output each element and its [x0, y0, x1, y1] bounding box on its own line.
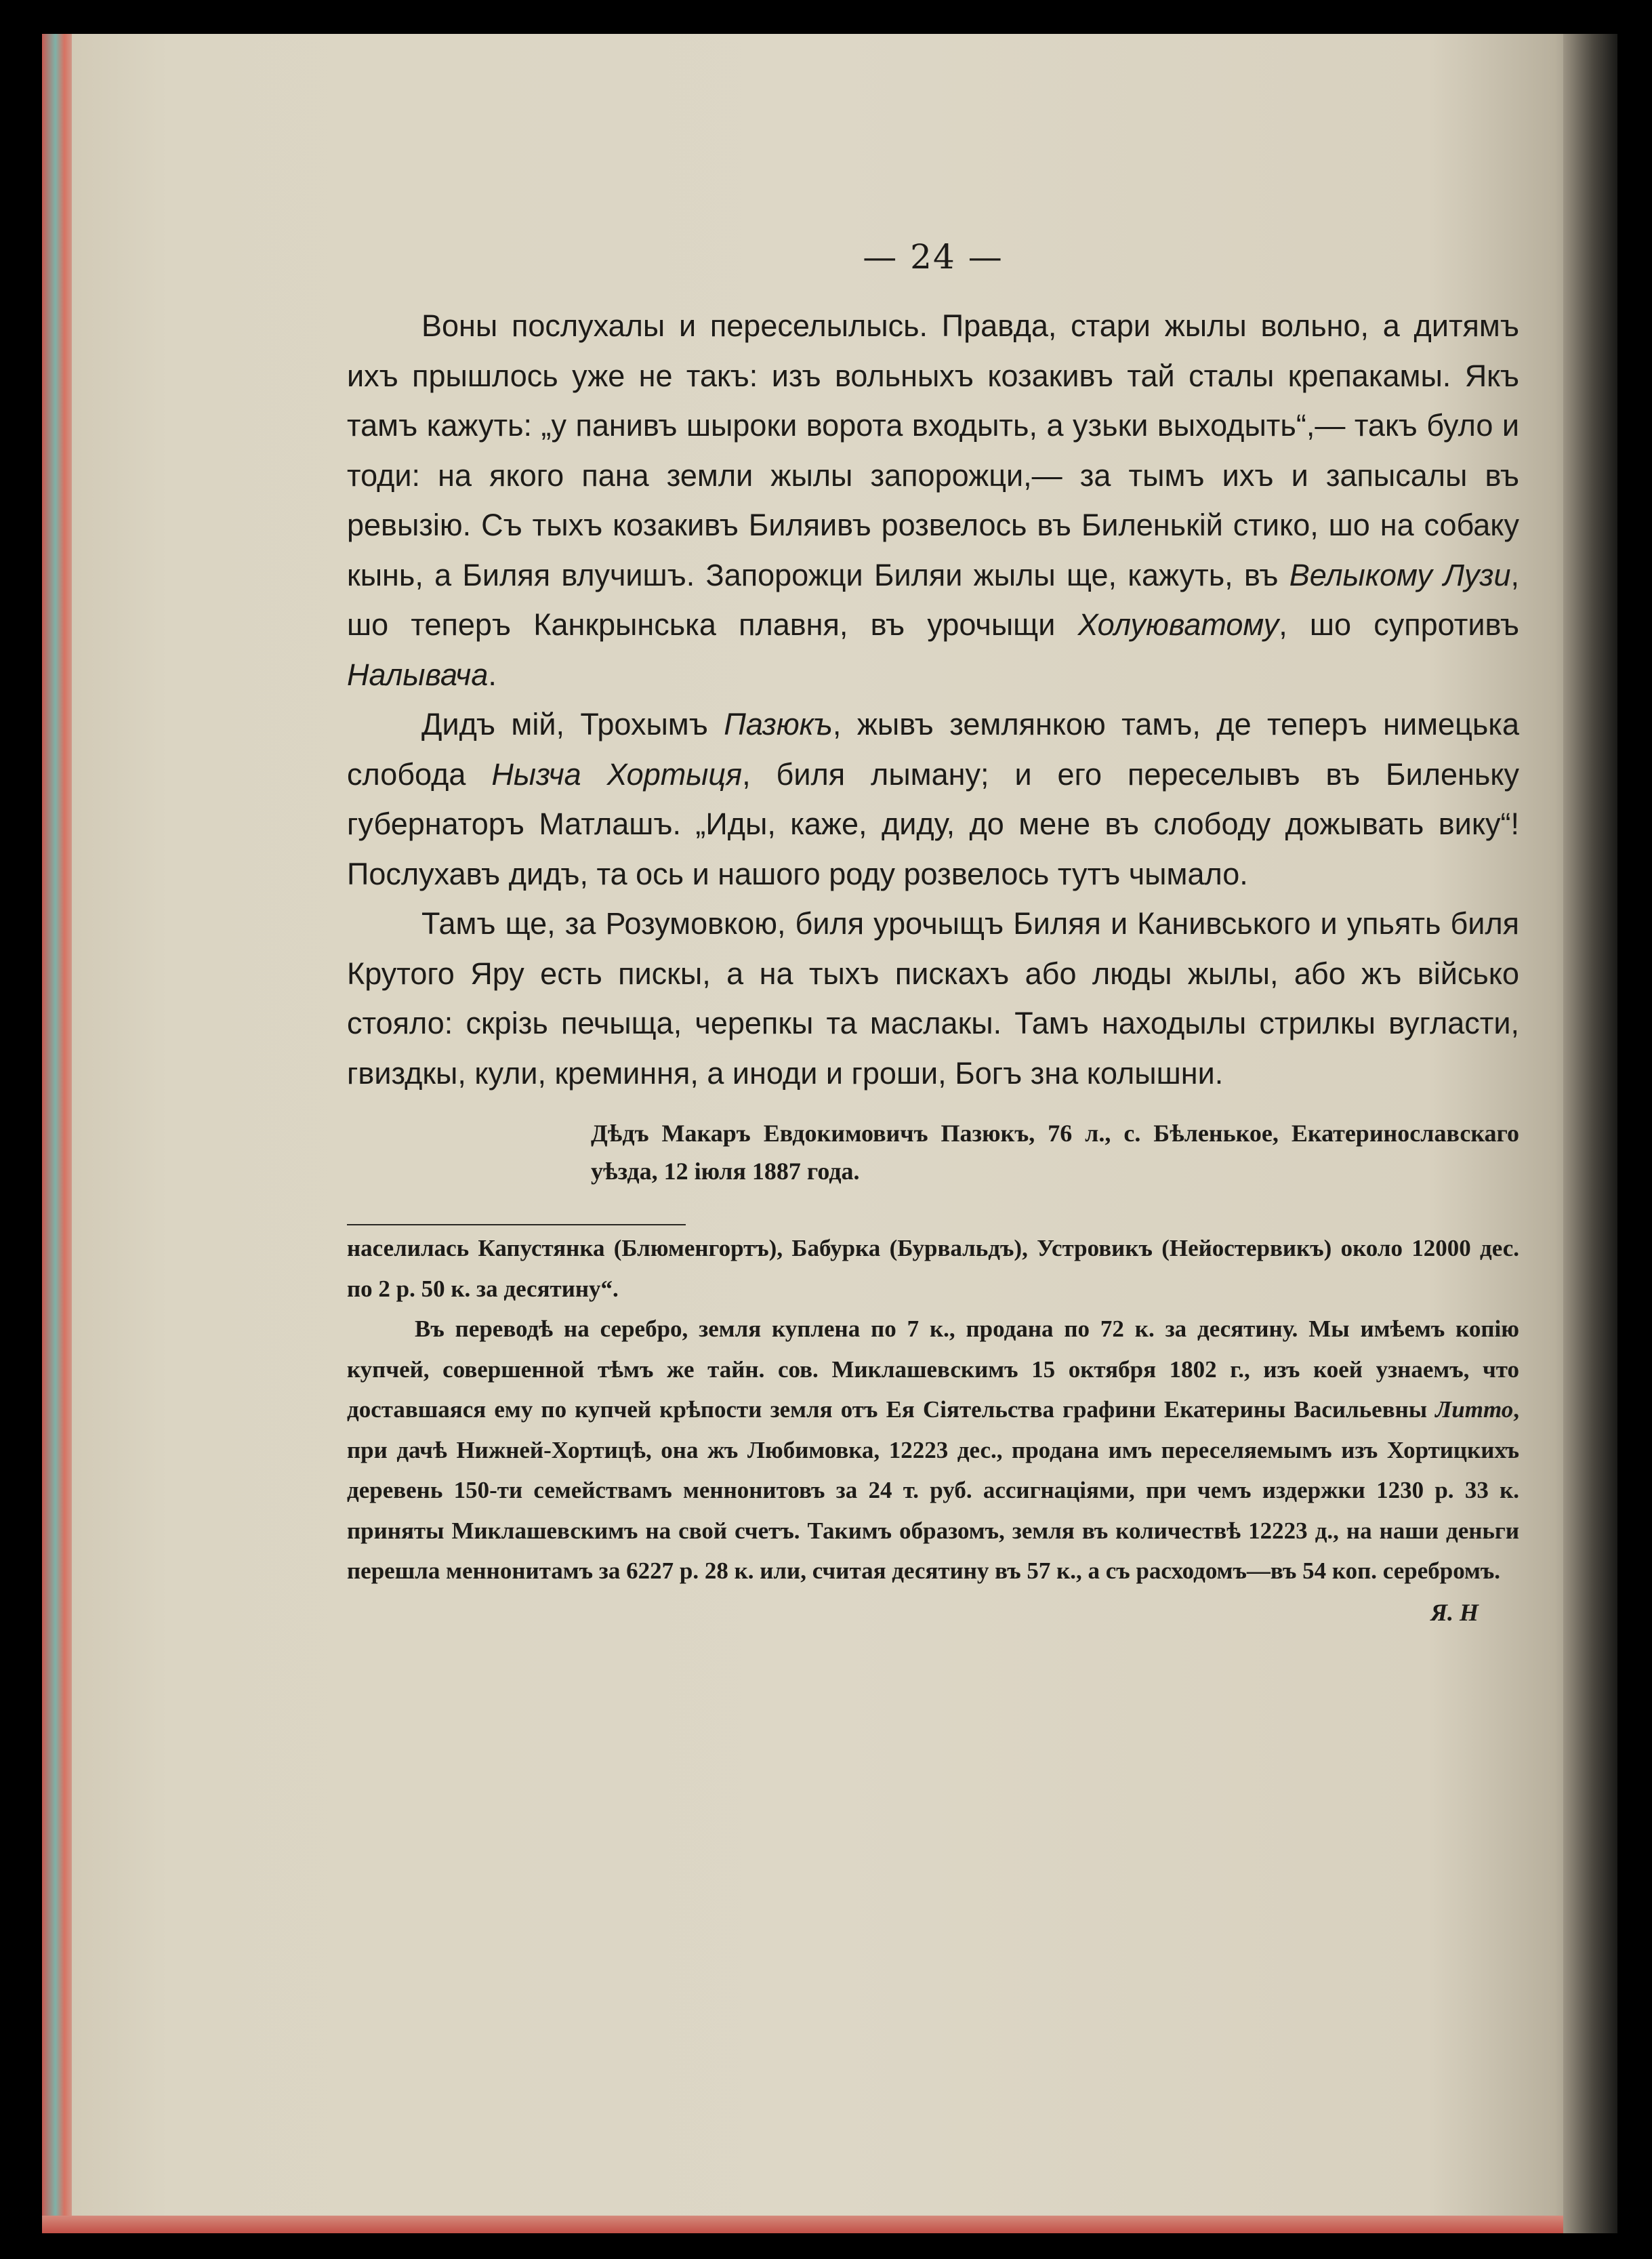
- italic-term: Литто: [1435, 1396, 1514, 1423]
- page-content: [347, 237, 1519, 1627]
- footnote-paragraph: [347, 1228, 1519, 1309]
- italic-term: Нызча Хортыця: [491, 756, 743, 792]
- footnote-paragraph: [347, 1309, 1519, 1591]
- scanned-page: [42, 34, 1617, 2233]
- footnotes: [347, 1228, 1519, 1591]
- text-segment: , биля лыману; и его переселывъ въ Биленьку губернаторъ Матлашъ. „Иды, каже, диду, до мене въ слободу дожывать вику“! Послухавъ дидъ, та ось и нашого роду розвелось тутъ чымало.: [347, 756, 1520, 891]
- text-segment: , шо супротивъ: [1279, 607, 1519, 642]
- attribution: Дѣдъ Макаръ Евдокимовичъ Пазюкъ, 76 л., с. Бѣленькое, Екатеринославскаго уѣзда, 12 iюля 1887 года.: [591, 1120, 1519, 1185]
- footnote-divider: [347, 1224, 686, 1225]
- paragraph: [347, 699, 1519, 899]
- paragraph: [347, 301, 1519, 699]
- signature: Я. Н: [1430, 1598, 1479, 1626]
- book-edge-left: [42, 34, 72, 2233]
- text-segment: , шо теперъ Канкрынська плавня, въ урочыщи: [347, 557, 1519, 642]
- text-segment: , жывъ землянкою тамъ, де теперъ нимецька слобода: [347, 707, 1519, 792]
- book-edge-bottom: [42, 2216, 1617, 2233]
- italic-term: Налывача: [347, 657, 489, 692]
- text-segment: Воны послухалы и переселылысь. Правда, стари жылы вольно, а дитямъ ихъ прышлось уже не такъ: изъ вольныхъ козакивъ тай сталы крепакамы. Якъ тамъ кажуть: „у панивъ шыроки ворота входыть, а узьки выходыть“,— такъ було и тоди: на якого пана земли жылы запорожци,— за тымъ ихъ и запысалы въ ревызiю. Съ тыхъ козакивъ Биляивъ розвелось въ Биленькiй стико, шо на собаку кынь, а Биляя влучишъ. Запорожци Биляи жылы ще, кажуть, въ: [347, 308, 1519, 592]
- page-number: — 24 —: [863, 237, 1004, 277]
- paragraph: [347, 899, 1519, 1098]
- text-segment: .: [488, 657, 497, 692]
- text-segment: населилась Капустянка (Блюменгортъ), Бабурка (Бурвальдъ), Устровикъ (Нейостервикъ) около 12000 дес. по 2 р. 50 к. за десятину“.: [347, 1235, 1519, 1302]
- main-text: [347, 301, 1519, 1098]
- text-segment: , при дачѣ Нижней-Хортицѣ, она жъ Любимовка, 12223 дес., продана имъ переселяемымъ изъ Хортицкихъ деревень 150-ти семействамъ меннонитовъ за 24 т. руб. ассигнацiями, при чемъ издержки 1230 р. 33 к. приняты Миклашевскимъ на свой счетъ. Такимъ образомъ, земля въ количествѣ 12223 д., на наши деньги перешла меннонитамъ за 6227 р. 28 к. или, считая десятину въ 57 к., а съ расходомъ—въ 54 коп. серебромъ.: [347, 1396, 1519, 1584]
- italic-term: Пазюкъ: [724, 707, 833, 741]
- italic-term: Велыкому Лузи: [1289, 557, 1511, 592]
- text-segment: Дидъ мiй, Трохымъ: [421, 707, 724, 741]
- text-segment: Тамъ ще, за Розумовкою, биля урочыщъ Биляя и Канивського и упьять биля Крутого Яру есть пискы, а на тыхъ пискахъ або люды жылы, або жъ вiйсько стояло: скрiзь печыща, черепкы та маслакы. Тамъ находылы стрилкы вугласти, гвиздкы, кули, креминня, а иноди и гроши, Богъ зна колышни.: [347, 906, 1519, 1091]
- italic-term: Холуюватому: [1077, 607, 1279, 642]
- text-segment: Въ переводѣ на серебро, земля куплена по 7 к., продана по 72 к. за десятину. Мы имѣемъ копiю купчей, совершенной тѣмъ же тайн. сов. Миклашевскимъ 15 октября 1802 г., изъ коей узнаемъ, что доставшаяся ему по купчей крѣпости земля отъ Ея Сiятельства графини Екатерины Васильевны: [347, 1316, 1519, 1423]
- book-spine-shadow: [1563, 34, 1617, 2233]
